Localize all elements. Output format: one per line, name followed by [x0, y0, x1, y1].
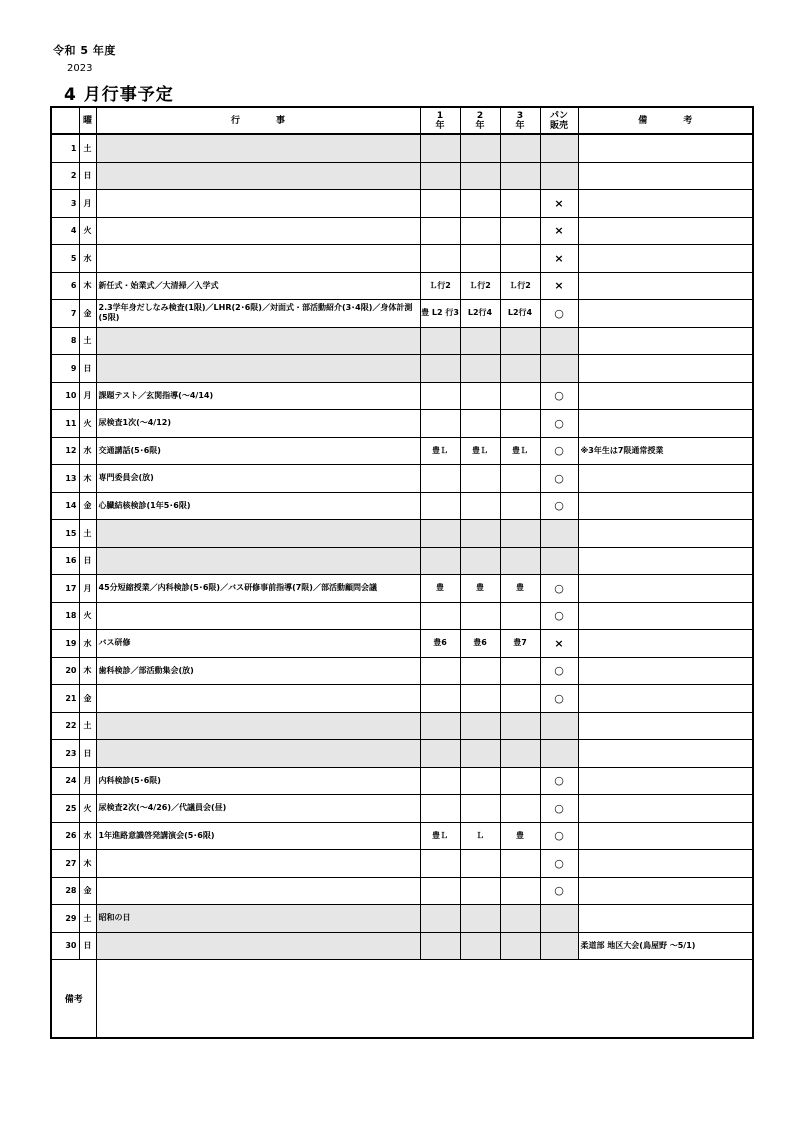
weekday-cell: 火: [79, 795, 96, 823]
grade3-cell: [500, 465, 540, 493]
note-cell: [578, 190, 753, 218]
table-row: [51, 795, 753, 823]
day-number: 18: [51, 602, 79, 630]
grade2-header-top: 2: [476, 110, 484, 121]
weekday-cell: 月: [79, 575, 96, 603]
day-number: 27: [51, 850, 79, 878]
weekday-cell: 土: [79, 134, 96, 162]
table-row: [51, 905, 753, 933]
bread-sale-cell: ×: [540, 630, 578, 658]
grade2-cell: [460, 355, 500, 383]
event-cell: 2.3学年身だしなみ検査(1限)／LHR(2･6限)／対面式・部活動紹介(3･4限)／身体計測(5限): [96, 300, 420, 328]
grade2-cell: [460, 162, 500, 190]
day-number: 20: [51, 657, 79, 685]
table-row: [51, 437, 753, 465]
bread-sale-cell: ×: [540, 217, 578, 245]
grade3-header-top: 3: [516, 110, 524, 121]
note-cell: ※3年生は7限通常授業: [578, 437, 753, 465]
grade2-cell: [460, 245, 500, 273]
table-row: [51, 547, 753, 575]
table-row: [51, 245, 753, 273]
grade1-cell: [420, 850, 460, 878]
day-number: 6: [51, 272, 79, 300]
table-row: [51, 162, 753, 190]
note-cell: [578, 300, 753, 328]
note-cell: [578, 575, 753, 603]
weekday-cell: 日: [79, 547, 96, 575]
bread-sale-cell: [540, 355, 578, 383]
grade1-cell: 豊: [420, 575, 460, 603]
schedule-body: [51, 134, 753, 960]
bread-sale-cell: [540, 520, 578, 548]
weekday-cell: 水: [79, 822, 96, 850]
grade3-cell: Ｌ行2: [500, 272, 540, 300]
grade1-cell: [420, 905, 460, 933]
bread-sale-cell: ○: [540, 685, 578, 713]
grade2-cell: [460, 602, 500, 630]
grade1-cell: [420, 877, 460, 905]
event-cell: [96, 685, 420, 713]
grade2-cell: [460, 190, 500, 218]
grade3-cell: [500, 162, 540, 190]
bread-sale-cell: ○: [540, 877, 578, 905]
event-cell: 歯科検診／部活動集会(放): [96, 657, 420, 685]
weekday-cell: 日: [79, 740, 96, 768]
table-row: [51, 272, 753, 300]
grade2-cell: [460, 465, 500, 493]
grade1-cell: [420, 190, 460, 218]
weekday-cell: 土: [79, 327, 96, 355]
table-row: [51, 355, 753, 383]
bread-sale-cell: ○: [540, 437, 578, 465]
day-number: 23: [51, 740, 79, 768]
grade1-cell: [420, 795, 460, 823]
grade1-cell: [420, 712, 460, 740]
grade3-cell: [500, 492, 540, 520]
day-number: 11: [51, 410, 79, 438]
grade3-cell: [500, 740, 540, 768]
note-cell: [578, 850, 753, 878]
day-number: 21: [51, 685, 79, 713]
event-cell: 心臓結核検診(1年5･6限): [96, 492, 420, 520]
grade3-cell: [500, 410, 540, 438]
event-cell: [96, 932, 420, 960]
grade2-cell: [460, 657, 500, 685]
event-cell: [96, 547, 420, 575]
note-cell: [578, 217, 753, 245]
weekday-cell: 水: [79, 437, 96, 465]
grade3-cell: [500, 520, 540, 548]
bread-sale-cell: ○: [540, 382, 578, 410]
grade2-cell: [460, 905, 500, 933]
grade1-header: [420, 107, 460, 134]
table-row: [51, 134, 753, 162]
grade3-cell: L2行4: [500, 300, 540, 328]
grade2-cell: [460, 685, 500, 713]
bread-sale-cell: [540, 547, 578, 575]
grade1-header-top: 1: [436, 110, 444, 121]
remarks-label: 備考: [51, 960, 96, 1039]
day-number: 19: [51, 630, 79, 658]
grade2-cell: [460, 795, 500, 823]
day-number: 14: [51, 492, 79, 520]
grade1-cell: [420, 134, 460, 162]
weekday-cell: 火: [79, 217, 96, 245]
event-cell: [96, 217, 420, 245]
note-cell: [578, 134, 753, 162]
weekday-cell: 月: [79, 767, 96, 795]
grade1-cell: [420, 465, 460, 493]
bread-sale-cell: ×: [540, 272, 578, 300]
grade1-cell: [420, 327, 460, 355]
note-cell: [578, 492, 753, 520]
grade1-cell: 豊 L2 行3: [420, 300, 460, 328]
table-row: [51, 492, 753, 520]
grade3-cell: [500, 767, 540, 795]
note-cell: [578, 355, 753, 383]
grade2-cell: 豊Ｌ: [460, 437, 500, 465]
event-cell: 尿検査2次(～4/26)／代議員会(昼): [96, 795, 420, 823]
event-cell: 尿検査1次(～4/12): [96, 410, 420, 438]
grade3-cell: [500, 382, 540, 410]
day-number: 4: [51, 217, 79, 245]
day-number: 13: [51, 465, 79, 493]
weekday-cell: 木: [79, 272, 96, 300]
bread-sale-cell: ○: [540, 575, 578, 603]
day-number: 1: [51, 134, 79, 162]
day-number: 7: [51, 300, 79, 328]
table-row: [51, 382, 753, 410]
table-row: [51, 300, 753, 328]
grade3-cell: [500, 327, 540, 355]
bread-sale-cell: ○: [540, 850, 578, 878]
grade3-cell: [500, 905, 540, 933]
event-cell: バス研修: [96, 630, 420, 658]
grade3-cell: 豊: [500, 822, 540, 850]
grade3-cell: 豊Ｌ: [500, 437, 540, 465]
grade2-cell: [460, 217, 500, 245]
grade1-cell: 豊Ｌ: [420, 822, 460, 850]
grade3-cell: [500, 355, 540, 383]
day-number: 17: [51, 575, 79, 603]
table-row: [51, 575, 753, 603]
grade1-cell: [420, 657, 460, 685]
note-cell: [578, 520, 753, 548]
event-cell: 課題テスト／玄関指導(～4/14): [96, 382, 420, 410]
grade2-cell: [460, 547, 500, 575]
note-cell: [578, 382, 753, 410]
table-row: [51, 850, 753, 878]
bread-sale-cell: ○: [540, 602, 578, 630]
grade1-cell: [420, 520, 460, 548]
note-cell: [578, 410, 753, 438]
bread-sale-cell: ○: [540, 657, 578, 685]
day-number: 5: [51, 245, 79, 273]
weekday-cell: 土: [79, 905, 96, 933]
event-cell: 新任式・始業式／大清掃／入学式: [96, 272, 420, 300]
grade2-cell: [460, 712, 500, 740]
day-number: 29: [51, 905, 79, 933]
grade1-cell: [420, 245, 460, 273]
grade1-cell: [420, 932, 460, 960]
table-row: [51, 657, 753, 685]
event-cell: 昭和の日: [96, 905, 420, 933]
grade2-cell: [460, 932, 500, 960]
weekday-cell: 木: [79, 657, 96, 685]
grade1-cell: [420, 602, 460, 630]
note-cell: [578, 685, 753, 713]
event-cell: [96, 134, 420, 162]
grade2-cell: [460, 520, 500, 548]
event-cell: 1年進路意識啓発講演会(5･6限): [96, 822, 420, 850]
weekday-cell: 月: [79, 382, 96, 410]
note-cell: [578, 657, 753, 685]
table-row: [51, 767, 753, 795]
event-cell: 専門委員会(放): [96, 465, 420, 493]
grade1-cell: [420, 767, 460, 795]
remarks-area: [96, 960, 753, 1039]
grade1-cell: 豊6: [420, 630, 460, 658]
weekday-cell: 水: [79, 630, 96, 658]
event-cell: [96, 740, 420, 768]
grade1-header-bottom: 年: [435, 120, 445, 131]
bread-sale-cell: ○: [540, 492, 578, 520]
weekday-cell: 火: [79, 410, 96, 438]
table-row: [51, 520, 753, 548]
grade1-cell: [420, 382, 460, 410]
day-number: 28: [51, 877, 79, 905]
grade3-cell: [500, 850, 540, 878]
grade2-cell: [460, 877, 500, 905]
weekday-cell: 土: [79, 520, 96, 548]
note-cell: [578, 740, 753, 768]
note-cell: [578, 162, 753, 190]
table-row: [51, 877, 753, 905]
page-title: 4 月行事予定: [64, 85, 174, 105]
event-cell: [96, 602, 420, 630]
grade3-cell: [500, 712, 540, 740]
note-cell: 柔道部 地区大会(鳥屋野 ～5/1): [578, 932, 753, 960]
grade3-header: [500, 107, 540, 134]
note-cell: [578, 602, 753, 630]
grade1-cell: 豊Ｌ: [420, 437, 460, 465]
grade3-cell: [500, 657, 540, 685]
day-header: [51, 107, 79, 134]
grade1-cell: [420, 355, 460, 383]
grade2-cell: [460, 327, 500, 355]
note-cell: [578, 272, 753, 300]
grade2-cell: [460, 410, 500, 438]
table-row: [51, 190, 753, 218]
bread-sale-cell: [540, 740, 578, 768]
day-number: 2: [51, 162, 79, 190]
grade2-cell: [460, 850, 500, 878]
bread-sale-cell: [540, 905, 578, 933]
grade2-header: [460, 107, 500, 134]
grade1-cell: [420, 217, 460, 245]
event-cell: [96, 712, 420, 740]
bread-sale-cell: [540, 712, 578, 740]
grade1-cell: [420, 685, 460, 713]
bread-header-top: パン: [549, 110, 568, 121]
weekday-cell: 月: [79, 190, 96, 218]
event-cell: [96, 355, 420, 383]
grade3-cell: 豊7: [500, 630, 540, 658]
weekday-cell: 金: [79, 685, 96, 713]
grade2-cell: [460, 492, 500, 520]
note-cell: [578, 767, 753, 795]
event-cell: [96, 245, 420, 273]
day-number: 10: [51, 382, 79, 410]
weekday-cell: 日: [79, 162, 96, 190]
bread-sale-cell: [540, 162, 578, 190]
header-row: [51, 107, 753, 134]
grade2-cell: 豊6: [460, 630, 500, 658]
grade1-cell: [420, 410, 460, 438]
event-cell: [96, 877, 420, 905]
day-number: 8: [51, 327, 79, 355]
event-cell: 45分短縮授業／内科検診(5･6限)／バス研修事前指導(7限)／部活動顧問会議: [96, 575, 420, 603]
grade3-cell: [500, 795, 540, 823]
bread-sale-header: [540, 107, 578, 134]
bread-sale-cell: [540, 134, 578, 162]
note-cell: [578, 795, 753, 823]
note-cell: [578, 712, 753, 740]
grade2-cell: 豊: [460, 575, 500, 603]
weekday-cell: 木: [79, 465, 96, 493]
bread-header-bottom: 販売: [549, 120, 568, 131]
notes-header: 備 考: [578, 107, 753, 134]
grade1-cell: [420, 547, 460, 575]
grade3-cell: 豊: [500, 575, 540, 603]
table-row: [51, 712, 753, 740]
grade2-cell: Ｌ: [460, 822, 500, 850]
grade1-cell: [420, 162, 460, 190]
day-number: 9: [51, 355, 79, 383]
table-row: [51, 822, 753, 850]
event-cell: [96, 520, 420, 548]
table-row: [51, 932, 753, 960]
weekday-cell: 土: [79, 712, 96, 740]
grade1-cell: [420, 740, 460, 768]
bread-sale-cell: ○: [540, 300, 578, 328]
weekday-cell: 金: [79, 300, 96, 328]
table-row: [51, 217, 753, 245]
grade3-cell: [500, 245, 540, 273]
note-cell: [578, 547, 753, 575]
remarks-row: [51, 960, 753, 1039]
grade3-cell: [500, 190, 540, 218]
day-number: 25: [51, 795, 79, 823]
event-cell: [96, 850, 420, 878]
bread-sale-cell: ○: [540, 795, 578, 823]
grade3-cell: [500, 877, 540, 905]
bread-sale-cell: ○: [540, 465, 578, 493]
bread-sale-cell: ×: [540, 245, 578, 273]
note-cell: [578, 905, 753, 933]
grade1-cell: Ｌ行2: [420, 272, 460, 300]
day-number: 22: [51, 712, 79, 740]
grade2-cell: [460, 382, 500, 410]
event-cell: [96, 190, 420, 218]
weekday-cell: 木: [79, 850, 96, 878]
note-cell: [578, 465, 753, 493]
day-number: 24: [51, 767, 79, 795]
events-header: 行 事: [96, 107, 420, 134]
bread-sale-cell: ○: [540, 767, 578, 795]
day-number: 26: [51, 822, 79, 850]
table-row: [51, 410, 753, 438]
grade3-cell: [500, 134, 540, 162]
event-cell: [96, 327, 420, 355]
weekday-cell: 火: [79, 602, 96, 630]
day-number: 16: [51, 547, 79, 575]
grade3-cell: [500, 547, 540, 575]
grade2-cell: [460, 740, 500, 768]
grade3-cell: [500, 217, 540, 245]
event-cell: 内科検診(5･6限): [96, 767, 420, 795]
grade2-header-bottom: 年: [475, 120, 485, 131]
table-row: [51, 685, 753, 713]
note-cell: [578, 245, 753, 273]
day-number: 3: [51, 190, 79, 218]
event-cell: [96, 162, 420, 190]
grade3-cell: [500, 685, 540, 713]
grade2-cell: [460, 767, 500, 795]
day-number: 30: [51, 932, 79, 960]
bread-sale-cell: ○: [540, 822, 578, 850]
bread-sale-cell: ×: [540, 190, 578, 218]
weekday-cell: 金: [79, 492, 96, 520]
weekday-cell: 金: [79, 877, 96, 905]
grade2-cell: Ｌ行2: [460, 272, 500, 300]
table-row: [51, 740, 753, 768]
grade2-cell: [460, 134, 500, 162]
table-row: [51, 602, 753, 630]
table-row: [51, 630, 753, 658]
fiscal-era-label: 令和 5 年度: [53, 44, 116, 57]
weekday-cell: 日: [79, 355, 96, 383]
grade3-cell: [500, 602, 540, 630]
year-label: 2023: [67, 63, 93, 74]
note-cell: [578, 822, 753, 850]
weekday-header: 曜: [79, 107, 96, 134]
weekday-cell: 日: [79, 932, 96, 960]
note-cell: [578, 877, 753, 905]
day-number: 15: [51, 520, 79, 548]
note-cell: [578, 327, 753, 355]
note-cell: [578, 630, 753, 658]
bread-sale-cell: [540, 327, 578, 355]
event-cell: 交通講話(5･6限): [96, 437, 420, 465]
grade1-cell: [420, 492, 460, 520]
bread-sale-cell: ○: [540, 410, 578, 438]
day-number: 12: [51, 437, 79, 465]
bread-sale-cell: [540, 932, 578, 960]
grade3-cell: [500, 932, 540, 960]
weekday-cell: 水: [79, 245, 96, 273]
grade2-cell: L2行4: [460, 300, 500, 328]
grade3-header-bottom: 年: [515, 120, 525, 131]
schedule-table: [50, 106, 754, 1039]
table-row: [51, 465, 753, 493]
table-row: [51, 327, 753, 355]
